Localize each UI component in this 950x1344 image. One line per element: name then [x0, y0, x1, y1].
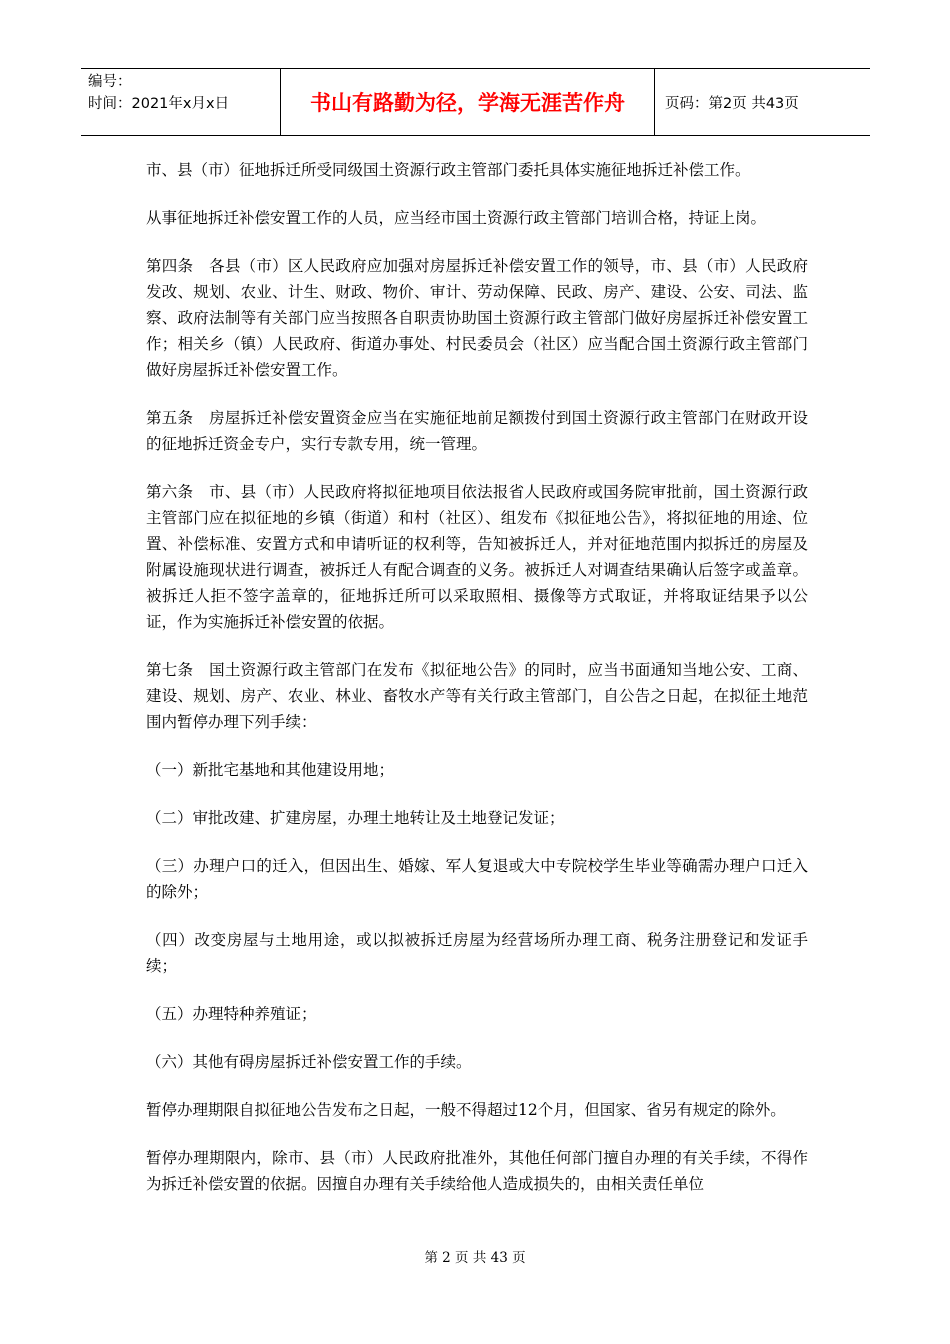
paragraph: 第六条 市、县（市）人民政府将拟征地项目依法报省人民政府或国务院审批前，国土资源行政主管部门应在拟征地的乡镇（街道）和村（社区）、组发布《拟征地公告》，将拟征地的用途、位置、补偿标准、安置方式和申请听证的权利等，告知被拆迁人，并对征地范围内拟拆迁的房屋及附属设施现状进行调查，被拆迁人有配合调查的义务。被拆迁人对调查结果确认后签字或盖章。被拆迁人拒不签字盖章的，征地拆迁所可以采取照相、摄像等方式取证，并将取证结果予以公证，作为实施拆迁补偿安置的依据。 [146, 483, 808, 631]
document-body [146, 157, 808, 1219]
page-header [81, 68, 870, 136]
paragraph: 第四条 各县（市）区人民政府应加强对房屋拆迁补偿安置工作的领导，市、县（市）人民政府发改、规划、农业、计生、财政、物价、审计、劳动保障、民政、房产、建设、公安、司法、监察、政府法制等有关部门应当按照各自职责协助国土资源行政主管部门做好房屋拆迁补偿安置工作；相关乡（镇）人民政府、街道办事处、村民委员会（社区）应当配合国土资源行政主管部门做好房屋拆迁补偿安置工作。 [146, 257, 808, 379]
paragraph: 从事征地拆迁补偿安置工作的人员，应当经市国土资源行政主管部门培训合格，持证上岗。 [146, 209, 767, 227]
paragraph: （三）办理户口的迁入，但因出生、婚嫁、军人复退或大中专院校学生毕业等确需办理户口迁入的除外； [146, 857, 808, 901]
paragraph: 暂停办理期限内，除市、县（市）人民政府批准外，其他任何部门擅自办理的有关手续，不得作为拆迁补偿安置的依据。因擅自办理有关手续给他人造成损失的，由相关责任单位 [146, 1149, 808, 1193]
page-footer: 第 2 页 共 43 页 [424, 1250, 526, 1266]
paragraph: 第七条 国土资源行政主管部门在发布《拟征地公告》的同时，应当书面通知当地公安、工商、建设、规划、房产、农业、林业、畜牧水产等有关行政主管部门，自公告之日起，在拟征土地范围内暂停办理下列手续： [146, 661, 808, 731]
paragraph: （二）审批改建、扩建房屋，办理土地转让及土地登记发证； [146, 809, 565, 827]
document-number-label: 编号： [88, 74, 132, 90]
paragraph: （四）改变房屋与土地用途，或以拟被拆迁房屋为经营场所办理工商、税务注册登记和发证手续； [146, 931, 808, 975]
header-meta [81, 69, 281, 135]
document-date: 时间：2021年x月x日 [88, 96, 230, 112]
paragraph: 暂停办理期限自拟征地公告发布之日起，一般不得超过12个月，但国家、省另有规定的除外。 [146, 1101, 786, 1119]
paragraph: （五）办理特种养殖证； [146, 1005, 317, 1023]
paragraph: 市、县（市）征地拆迁所受同级国土资源行政主管部门委托具体实施征地拆迁补偿工作。 [146, 161, 751, 179]
paragraph: 第五条 房屋拆迁补偿安置资金应当在实施征地前足额拨付到国土资源行政主管部门在财政开设的征地拆迁资金专户，实行专款专用，统一管理。 [146, 409, 808, 453]
header-motto: 书山有路勤为径，学海无涯苦作舟 [281, 69, 655, 135]
paragraph: （六）其他有碍房屋拆迁补偿安置工作的手续。 [146, 1053, 472, 1071]
paragraph: （一）新批宅基地和其他建设用地； [146, 761, 395, 779]
header-page-info: 页码：第2页 共43页 [665, 95, 799, 112]
